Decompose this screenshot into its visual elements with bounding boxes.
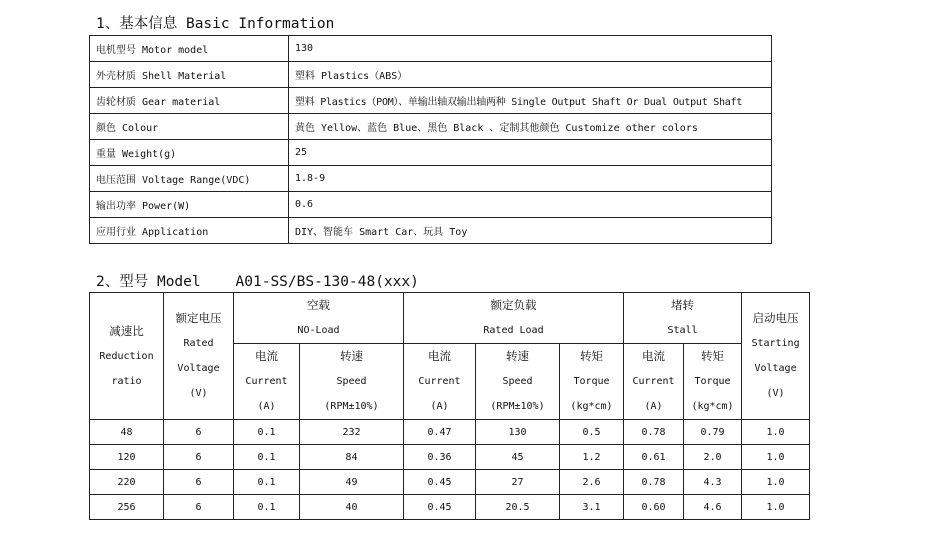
cell-stall-torque: 0.79 — [684, 420, 742, 445]
cell-rated-current: 0.45 — [404, 495, 476, 520]
spec-label: 应用行业 Application — [90, 218, 289, 244]
cell-stall-torque: 4.6 — [684, 495, 742, 520]
cell-noload-current: 0.1 — [234, 495, 300, 520]
header-unit: (A) — [644, 401, 663, 412]
header-stall — [624, 293, 742, 344]
cell-starting-voltage: 1.0 — [742, 420, 810, 445]
table-row — [90, 114, 772, 140]
cell-starting-voltage: 1.0 — [742, 445, 810, 470]
cell-stall-current: 0.78 — [624, 420, 684, 445]
spec-label: 电机型号 Motor model — [90, 36, 289, 62]
table-row — [90, 62, 772, 88]
header-no-load — [234, 293, 404, 344]
basic-info-table — [89, 35, 772, 244]
header-current — [404, 344, 476, 420]
cell-rated-current: 0.45 — [404, 470, 476, 495]
cell-rated-voltage: 6 — [164, 470, 234, 495]
cell-stall-torque: 2.0 — [684, 445, 742, 470]
spec-label: 输出功率 Power(W) — [90, 192, 289, 218]
basic-info-heading: 1、基本信息 Basic Information — [96, 16, 335, 32]
header-en: Reduction — [99, 350, 154, 362]
table-row — [90, 140, 772, 166]
cell-rated-speed: 27 — [476, 470, 560, 495]
table-row — [90, 495, 810, 520]
table-row — [90, 420, 810, 445]
spec-value: 塑料 Plastics（ABS） — [289, 62, 772, 88]
header-unit: (A) — [430, 401, 449, 412]
cell-noload-speed: 49 — [300, 470, 404, 495]
header-en: Stall — [667, 325, 698, 336]
header-en: Voltage — [177, 363, 220, 374]
table-row — [90, 218, 772, 244]
spec-value: 塑料 Plastics（POM）、单输出轴双输出轴两种 Single Output Shaft Or Dual Output Shaft — [289, 88, 772, 114]
header-en: Torque — [694, 376, 731, 387]
header-rated-voltage — [164, 293, 234, 420]
spec-label: 重量 Weight(g) — [90, 140, 289, 166]
spec-value: 1.8-9 — [289, 166, 772, 192]
table-row — [90, 88, 772, 114]
table-row — [90, 445, 810, 470]
header-en: NO-Load — [297, 325, 340, 336]
header-unit: (V) — [766, 388, 785, 399]
spec-label: 电压范围 Voltage Range(VDC) — [90, 166, 289, 192]
header-en: Starting — [751, 338, 800, 349]
header-en: Current — [632, 376, 675, 387]
header-unit: (kg*cm) — [570, 401, 613, 412]
cell-noload-current: 0.1 — [234, 470, 300, 495]
header-rated-load — [404, 293, 624, 344]
header-current — [624, 344, 684, 420]
cell-stall-current: 0.60 — [624, 495, 684, 520]
header-en: ratio — [111, 375, 142, 387]
header-unit: (A) — [257, 401, 276, 412]
table-row — [90, 192, 772, 218]
spec-value: 0.6 — [289, 192, 772, 218]
cell-ratio: 220 — [90, 470, 164, 495]
spec-label: 颜色 Colour — [90, 114, 289, 140]
header-en: Speed — [336, 376, 367, 387]
model-table — [89, 292, 810, 520]
header-current — [234, 344, 300, 420]
header-starting-voltage — [742, 293, 810, 420]
header-en: Torque — [573, 376, 610, 387]
header-zh: 空载 — [307, 298, 330, 312]
cell-noload-speed: 84 — [300, 445, 404, 470]
cell-rated-current: 0.47 — [404, 420, 476, 445]
header-unit: (kg*cm) — [691, 401, 734, 412]
cell-rated-voltage: 6 — [164, 495, 234, 520]
header-en: Rated Load — [483, 325, 544, 336]
header-zh: 转速 — [506, 349, 529, 363]
spec-label: 外壳材质 Shell Material — [90, 62, 289, 88]
cell-ratio: 120 — [90, 445, 164, 470]
header-en: Voltage — [754, 363, 797, 374]
cell-noload-speed: 40 — [300, 495, 404, 520]
header-torque — [684, 344, 742, 420]
header-speed — [300, 344, 404, 420]
spec-value: 25 — [289, 140, 772, 166]
header-zh: 减速比 — [109, 323, 144, 338]
cell-noload-current: 0.1 — [234, 445, 300, 470]
header-en: Speed — [502, 376, 533, 387]
header-torque — [560, 344, 624, 420]
cell-stall-current: 0.61 — [624, 445, 684, 470]
cell-rated-torque: 3.1 — [560, 495, 624, 520]
header-zh: 转矩 — [580, 349, 603, 363]
header-unit: (V) — [189, 388, 208, 399]
cell-starting-voltage: 1.0 — [742, 495, 810, 520]
header-zh: 堵转 — [671, 298, 695, 312]
cell-rated-torque: 2.6 — [560, 470, 624, 495]
cell-noload-current: 0.1 — [234, 420, 300, 445]
table-row — [90, 470, 810, 495]
cell-rated-voltage: 6 — [164, 420, 234, 445]
cell-rated-torque: 0.5 — [560, 420, 624, 445]
header-zh: 电流 — [428, 349, 451, 363]
cell-noload-speed: 232 — [300, 420, 404, 445]
header-speed — [476, 344, 560, 420]
header-zh: 额定负载 — [490, 298, 537, 312]
table-row — [90, 166, 772, 192]
header-en: Current — [418, 376, 461, 387]
header-unit: (RPM±10%) — [324, 401, 379, 412]
header-en: Rated — [183, 338, 214, 349]
spec-value: DIY、智能车 Smart Car、玩具 Toy — [289, 218, 772, 244]
header-zh: 启动电压 — [752, 311, 799, 325]
cell-rated-speed: 130 — [476, 420, 560, 445]
table-row — [90, 36, 772, 62]
header-zh: 额定电压 — [175, 311, 222, 325]
header-row — [90, 293, 810, 344]
cell-stall-torque: 4.3 — [684, 470, 742, 495]
header-zh: 转速 — [340, 349, 363, 363]
cell-rated-speed: 45 — [476, 445, 560, 470]
model-rows — [90, 420, 810, 520]
header-en: Current — [245, 376, 288, 387]
header-zh: 转矩 — [701, 349, 725, 363]
cell-rated-voltage: 6 — [164, 445, 234, 470]
cell-ratio: 48 — [90, 420, 164, 445]
header-reduction-ratio — [90, 293, 164, 420]
header-unit: (RPM±10%) — [490, 401, 545, 412]
spec-label: 齿轮材质 Gear material — [90, 88, 289, 114]
model-heading: 2、型号 Model A01-SS/BS-130-48(xxx) — [96, 274, 419, 290]
cell-stall-current: 0.78 — [624, 470, 684, 495]
cell-rated-speed: 20.5 — [476, 495, 560, 520]
cell-rated-torque: 1.2 — [560, 445, 624, 470]
cell-rated-current: 0.36 — [404, 445, 476, 470]
spec-value: 黄色 Yellow、蓝色 Blue、黑色 Black 、定制其他颜色 Customize other colors — [289, 114, 772, 140]
spec-value: 130 — [289, 36, 772, 62]
cell-ratio: 256 — [90, 495, 164, 520]
cell-starting-voltage: 1.0 — [742, 470, 810, 495]
header-zh: 电流 — [255, 349, 278, 363]
header-zh: 电流 — [642, 349, 666, 363]
